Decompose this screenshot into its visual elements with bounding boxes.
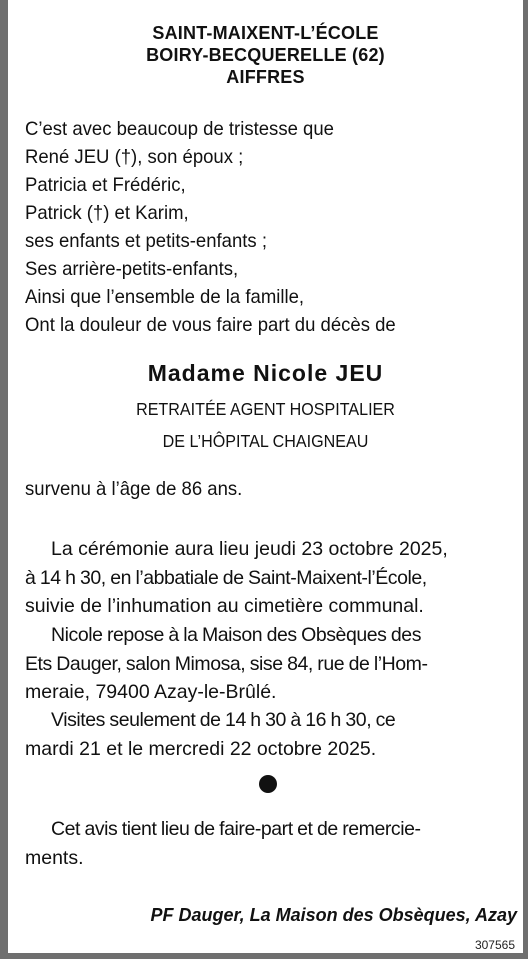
bottom-border [0,953,528,959]
ceremony-line: suivie de l’inhumation au cimetière communal. [25,595,424,617]
visits-line: mardi 21 et le mercredi 22 octobre 2025. [25,737,377,760]
visits-paragraph [25,706,523,763]
header-line: AIFFRES [226,67,305,87]
rest-paragraph [25,621,523,707]
location-header [8,22,523,88]
announcement-line: C’est avec beaucoup de tristesse que [25,118,334,140]
announcement-line: Ont la douleur de vous faire part du décès de [25,314,396,336]
announcement-line: Ainsi que l’ensemble de la famille, [25,286,305,308]
right-border [523,0,528,959]
closing-paragraph [25,815,523,872]
deceased-name: Madame Nicole JEU [147,360,384,386]
announcement-line: Patrick (†) et Karim, [25,202,189,224]
header-line: SAINT-MAIXENT-L’ÉCOLE [152,23,379,43]
rest-line: Ets Dauger, salon Mimosa, sise 84, rue de l’Hom- [25,652,428,675]
header-line: BOIRY-BECQUERELLE (62) [146,45,385,65]
age-statement: survenu à l’âge de 86 ans. [25,478,243,500]
separator-bullet-icon [259,775,277,793]
left-border [0,0,8,959]
closing-line: ments. [25,846,84,869]
ceremony-line: à 14 h 30, en l’abbatiale de Saint-Maixent-l’École, [25,566,427,589]
ceremony-line: La cérémonie aura lieu jeudi 23 octobre 2025, [51,538,448,560]
deceased-title-line: RETRAITÉE AGENT HOSPITALIER [136,399,395,419]
visits-line: Visites seulement de 14 h 30 à 16 h 30, ce [51,709,396,731]
deceased-title-line: DE L’HÔPITAL CHAIGNEAU [162,431,369,451]
announcement-line: René JEU (†), son époux ; [25,146,244,168]
announcement-line: ses enfants et petits-enfants ; [25,230,267,252]
closing-line: Cet avis tient lieu de faire-part et de remercie- [51,818,421,840]
obituary-notice [8,0,523,953]
family-announcement [25,115,491,339]
notice-reference: 307565 [474,938,515,952]
rest-line: meraie, 79400 Azay-le-Brûlé. [25,681,277,703]
rest-line: Nicole repose à la Maison des Obsèques des [51,624,421,646]
announcement-line: Ses arrière-petits-enfants, [25,258,239,280]
announcement-line: Patricia et Frédéric, [25,174,186,196]
funeral-home-signature: PF Dauger, La Maison des Obsèques, Azay [150,905,517,925]
ceremony-paragraph [25,535,523,621]
